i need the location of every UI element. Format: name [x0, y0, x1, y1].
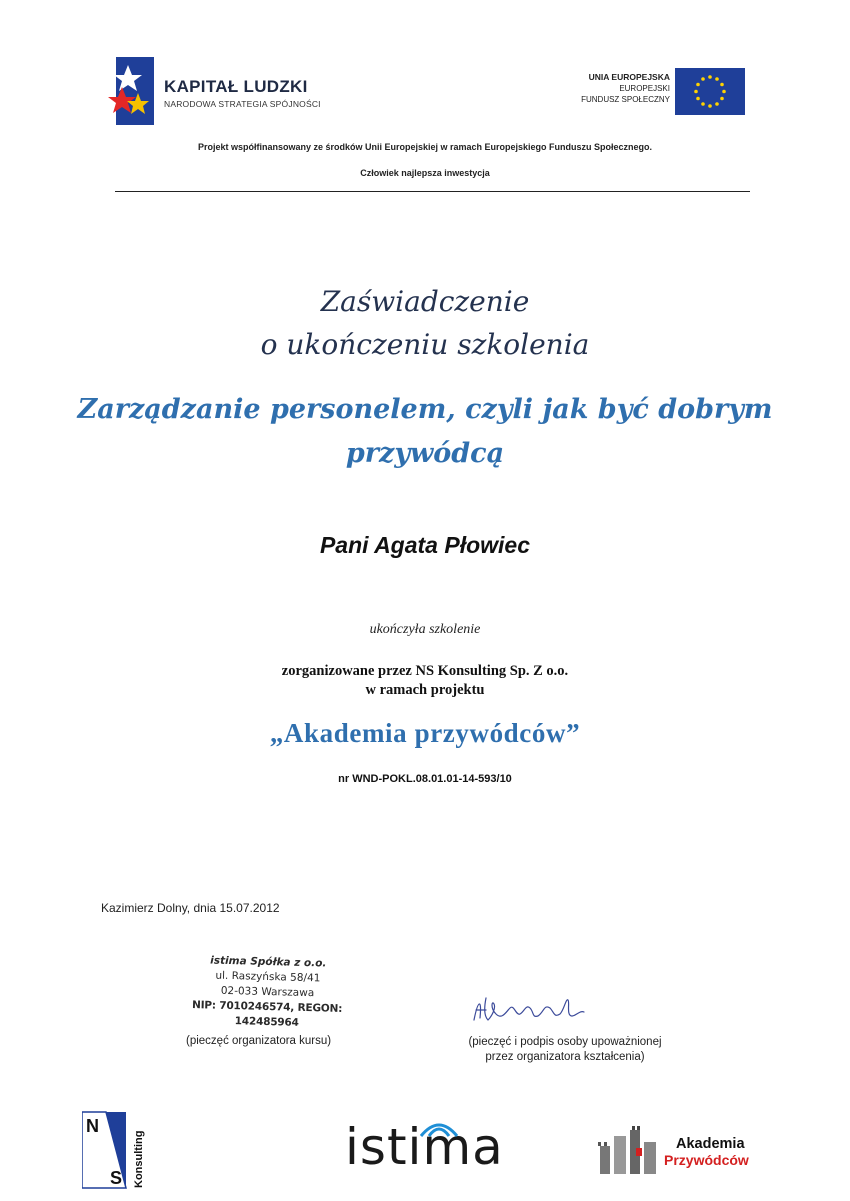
eu-logo-line1: UNIA EUROPEJSKA: [588, 72, 670, 82]
organizer-line1: zorganizowane przez NS Konsulting Sp. Z o.o.: [281, 663, 569, 679]
place-and-date: Kazimierz Dolny, dnia 15.07.2012: [101, 901, 280, 915]
ns-konsulting-logo: [82, 1110, 150, 1190]
project-name: „Akademia przywódców”: [269, 718, 581, 748]
header-divider: [115, 191, 750, 192]
kapital-ludzki-subtitle: NARODOWA STRATEGIA SPÓJNOŚCI: [164, 99, 321, 109]
organizer-stamp-caption: (pieczęć organizatora kursu): [186, 1035, 332, 1047]
eu-logo-line2: EUROPEJSKI: [619, 84, 670, 93]
istima-arc-icon: [415, 1116, 463, 1138]
authorized-caption-line1: (pieczęć i podpis osoby upoważnionej: [468, 1036, 662, 1048]
signature: [470, 990, 590, 1030]
project-cofinancing-line: Projekt współfinansowany ze środków Unii Europejskiej w ramach Europejskiego Funduszu Społecznego.: [197, 142, 653, 152]
eu-logo: [560, 68, 745, 116]
stamp-line3: 02-033 Warszawa: [220, 984, 315, 1000]
stamp-line2: ul. Raszyńska 58/41: [215, 969, 321, 985]
certificate-title-line1: Zaświadczenie: [320, 285, 530, 318]
castle-icon: [592, 1126, 662, 1176]
istima-logo: [345, 1118, 515, 1188]
authorized-signature-caption: [450, 1035, 680, 1065]
authorized-caption-line2: przez organizatora kształcenia): [485, 1051, 645, 1063]
kapital-ludzki-mark-icon: [108, 57, 156, 127]
certificate-title-line2: o ukończeniu szkolenia: [260, 328, 590, 361]
organizer-stamp: [169, 952, 366, 1032]
course-title-line1: Zarządzanie personelem, czyli jak być dobrym: [77, 394, 773, 425]
organizer-line2: w ramach projektu: [365, 682, 485, 698]
eu-logo-line3: FUNDUSZ SPOŁECZNY: [581, 95, 670, 104]
course-title-line2: przywódcą: [345, 438, 505, 469]
project-number: nr WND-POKL.08.01.01-14-593/10: [338, 773, 512, 785]
stamp-line1: istima Spółka z o.o.: [210, 954, 327, 970]
akademia-logo-line2: Przywódców: [664, 1152, 749, 1168]
organizer-text: [0, 662, 850, 700]
akademia-przywodcow-logo: [592, 1120, 782, 1180]
ns-logo-konsulting: Konsulting: [133, 1130, 145, 1188]
eu-flag-icon: [675, 68, 745, 115]
ns-logo-s: S: [110, 1168, 123, 1188]
completed-text: ukończyła szkolenie: [369, 622, 481, 637]
recipient-name: Pani Agata Płowiec: [319, 532, 531, 558]
certificate-title: [0, 280, 850, 366]
course-title: [0, 388, 850, 476]
istima-wordmark: istima: [345, 1118, 504, 1176]
kapital-ludzki-title: KAPITAŁ LUDZKI: [164, 77, 308, 96]
stamp-line4: NIP: 7010246574, REGON: 142485964: [191, 999, 343, 1029]
akademia-logo-line1: Akademia: [676, 1136, 745, 1152]
kapital-ludzki-logo: [108, 55, 348, 130]
eu-logo-text: [581, 72, 670, 105]
ns-logo-n: N: [86, 1116, 99, 1136]
motto: Człowiek najlepsza inwestycja: [360, 168, 490, 178]
